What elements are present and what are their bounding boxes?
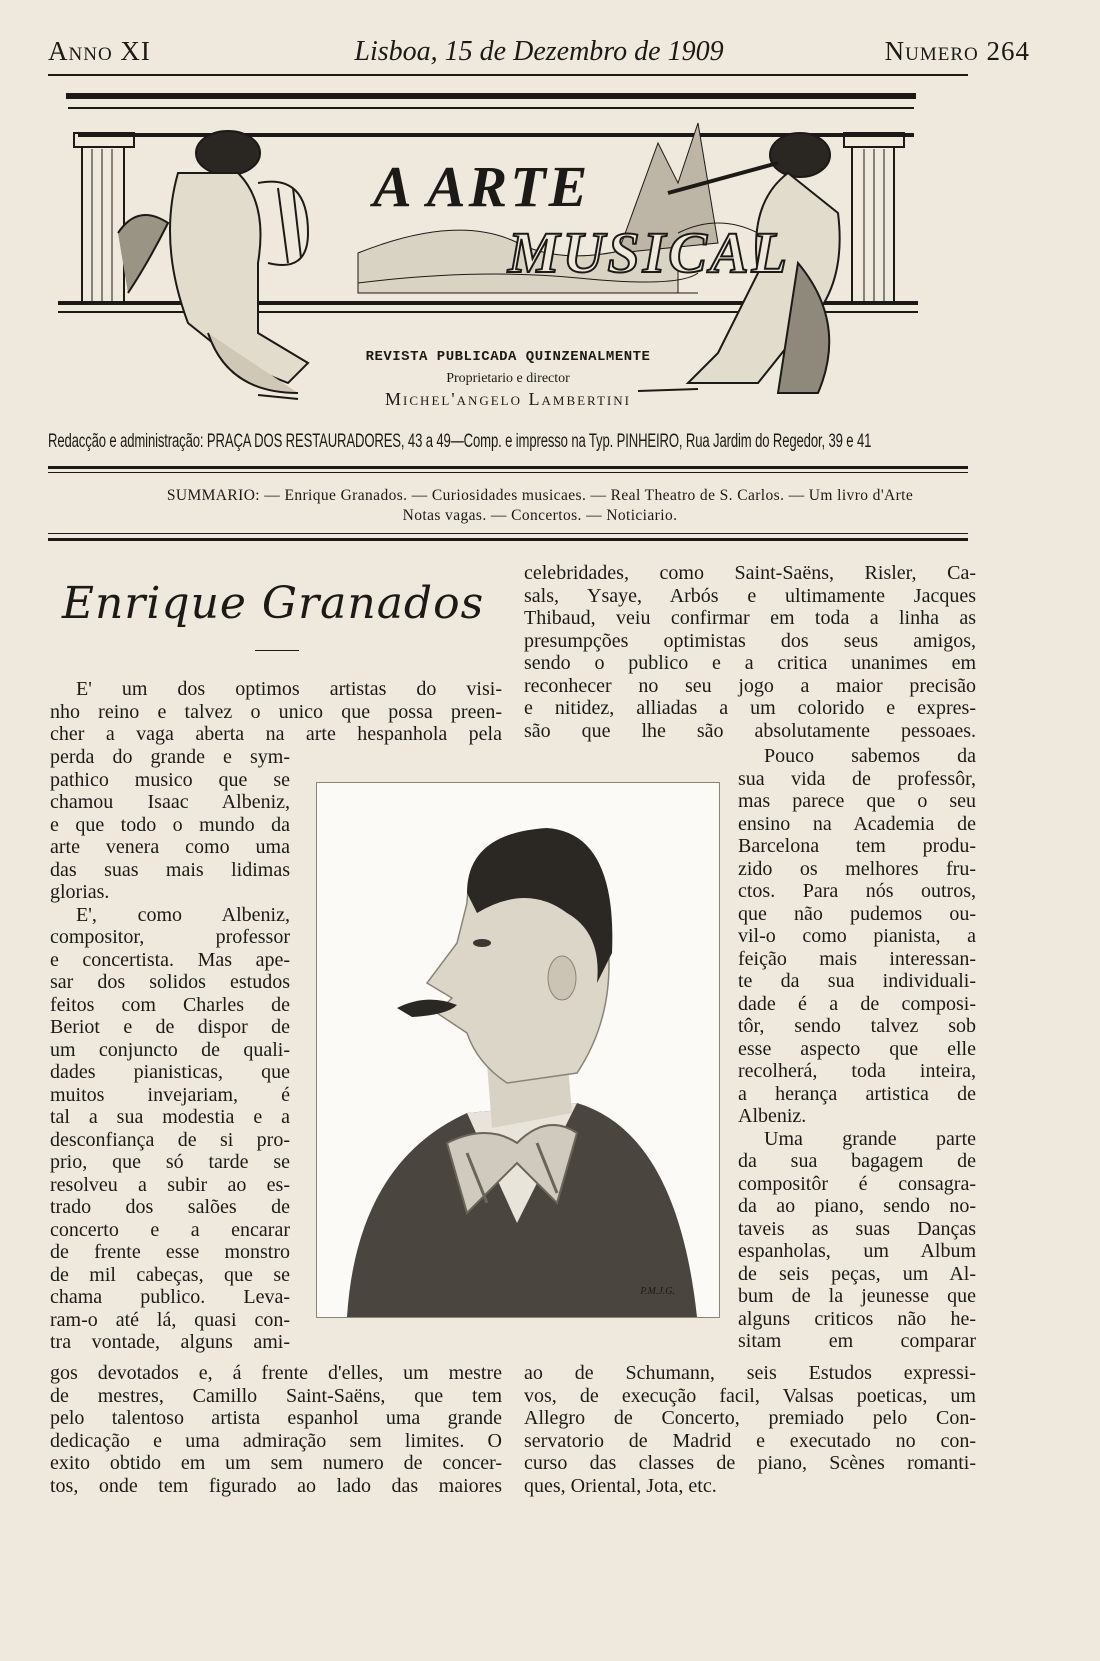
photographer-signature: P.M.J.G.	[640, 1286, 675, 1297]
text-line: Albeniz.	[738, 1105, 807, 1127]
summary-line-2: Notas vagas. — Concertos. — Noticiario.	[402, 507, 678, 524]
text-line: curso das classes de piano, Scènes romanti-	[524, 1452, 976, 1474]
text-line: nho reino e talvez o unico que possa preen-	[50, 700, 502, 723]
text-line: E' um dos optimos artistas do visi-	[76, 678, 502, 700]
left-column-bottom	[50, 1362, 502, 1497]
text-line: Thibaud, veiu confirmar em toda a linha as	[524, 607, 976, 629]
text-line: tôr, sendo talvez sob	[738, 1015, 976, 1037]
summary-bottom-rule	[48, 533, 968, 534]
text-line: espanholas, um Album	[738, 1240, 976, 1262]
text-line: reconhecer no seu jogo a maior precisão	[524, 674, 976, 697]
text-line: taveis as suas Danças	[738, 1217, 976, 1240]
right-column-bottom	[524, 1362, 976, 1497]
lyre-player-figure-icon	[118, 131, 308, 393]
text-line: prio, que só tarde se	[50, 1151, 290, 1173]
masthead-proprietor-label: Proprietario e director	[446, 371, 570, 386]
text-line: alguns criticos não he-	[738, 1307, 976, 1330]
masthead-title-line2: MUSICAL	[508, 220, 791, 285]
text-line: Pouco sabemos da	[764, 745, 976, 767]
text-line: feição mais interessan-	[738, 947, 976, 970]
text-line: ram-o até lá, quasi con-	[50, 1308, 290, 1331]
issue-header	[48, 36, 1030, 70]
text-line: presumpções optimistas dos seus amigos,	[524, 629, 976, 652]
title-ornament-rule	[255, 650, 299, 651]
text-line: tal a sua modestia e a	[50, 1106, 290, 1128]
text-line: servatorio de Madrid e executado no con-	[524, 1429, 976, 1452]
text-line: glorias.	[50, 881, 110, 903]
text-line: e concertista. Mas ape-	[50, 948, 290, 971]
text-line: tos, onde tem figurado ao lado das maiores	[50, 1474, 502, 1497]
text-line: ctos. Para nós outros,	[738, 880, 976, 902]
summary-bottom-rule-thick	[48, 538, 968, 541]
text-line: trado dos salões de	[50, 1196, 290, 1218]
text-line: resolveu a subir ao es-	[50, 1173, 290, 1196]
text-line: vos, de execução facil, Valsas poeticas, um	[524, 1384, 976, 1407]
text-line: um conjuncto de quali-	[50, 1038, 290, 1061]
text-line: chamou Isaac Albeniz,	[50, 791, 290, 813]
header-rule	[48, 74, 968, 76]
right-column-icon	[844, 133, 904, 303]
text-line: esse aspecto que elle	[738, 1037, 976, 1060]
text-line: feitos com Charles de	[50, 993, 290, 1016]
text-line: tra vontade, alguns ami-	[50, 1331, 290, 1353]
text-line: gos devotados e, á frente d'elles, um mestre	[50, 1362, 502, 1384]
text-line: Uma grande parte	[764, 1127, 976, 1150]
text-line: de frente esse monstro	[50, 1241, 290, 1263]
text-line: perda do grande e sym-	[50, 746, 290, 768]
masthead	[58, 93, 964, 415]
text-line: ao de Schumann, seis Estudos expressi-	[524, 1362, 976, 1384]
text-line: das suas mais lidimas	[50, 858, 290, 881]
masthead-director: Michel'angelo Lambertini	[385, 389, 631, 409]
text-line: sals, Ysaye, Arbós e ultimamente Jacques	[524, 584, 976, 607]
text-line: sitam em comparar	[738, 1330, 976, 1352]
text-line: dade é a de composi-	[738, 992, 976, 1015]
issue-year: Anno XI	[48, 36, 151, 66]
text-line: Allegro de Concerto, premiado pelo Con-	[524, 1407, 976, 1429]
text-line: sar dos solidos estudos	[50, 971, 290, 993]
text-line: celebridades, como Saint-Saëns, Risler, Ca-	[524, 562, 976, 584]
article-title: Enrique Granados	[61, 578, 485, 629]
text-line: da ao piano, sendo no-	[738, 1195, 976, 1217]
text-line: mas parece que o seu	[738, 790, 976, 812]
text-line: cher a vaga aberta na arte hespanhola pela	[50, 723, 502, 745]
text-line: arte venera como uma	[50, 836, 290, 858]
text-line: sendo o publico e a critica unanimes em	[524, 652, 976, 674]
masthead-title-line1: A ARTE	[373, 154, 591, 219]
text-line: te da sua individuali-	[738, 970, 976, 992]
text-line: E', como Albeniz,	[76, 903, 290, 926]
text-line: vil-o como pianista, a	[738, 925, 976, 947]
text-line: de mil cabeças, que se	[50, 1263, 290, 1286]
text-line: que não pudemos ou-	[738, 902, 976, 925]
portrait-photo	[316, 782, 720, 1318]
text-line: compositôr é consagra-	[738, 1172, 976, 1195]
administration-line: Redacção e administração: PRAÇA DOS RESTAURADORES, 43 a 49—Comp. e impresso na Typ. PINHEIRO, Rua Jardim do Regedor, 39 e 41	[48, 431, 872, 452]
summary-top-rule-thin	[48, 472, 968, 473]
text-line: recolherá, toda inteira,	[738, 1060, 976, 1082]
text-line: chama publico. Leva-	[50, 1286, 290, 1308]
text-line: ques, Oriental, Jota, etc.	[524, 1474, 717, 1497]
left-column-intro	[50, 678, 502, 746]
issue-number: Numero 264	[884, 36, 1030, 66]
text-line: Beriot e de dispor de	[50, 1016, 290, 1038]
text-line: da sua bagagem de	[738, 1150, 976, 1172]
text-line: a herança artistica de	[738, 1082, 976, 1105]
text-line: dades pianisticas, que	[50, 1061, 290, 1083]
text-line: de mestres, Camillo Saint-Saëns, que tem	[50, 1384, 502, 1407]
text-line: dedicação e uma admiração sem limites. O	[50, 1429, 502, 1452]
text-line: sua vida de professôr,	[738, 767, 976, 790]
left-column-narrow	[50, 746, 290, 1354]
text-line: zido os melhores fru-	[738, 857, 976, 880]
summary-line-1: SUMMARIO: — Enrique Granados. — Curiosidades musicaes. — Real Theatro de S. Carlos. — Um livro d'Arte	[166, 487, 914, 504]
man-portrait-icon	[317, 783, 719, 1317]
masthead-subtitle: REVISTA PUBLICADA QUINZENALMENTE	[365, 349, 651, 365]
text-line: de seis peças, um Al-	[738, 1262, 976, 1285]
text-line: desconfiança de si pro-	[50, 1128, 290, 1151]
text-line: e que todo o mundo da	[50, 813, 290, 836]
right-column-top	[524, 562, 976, 742]
issue-date: Lisboa, 15 de Dezembro de 1909	[354, 36, 724, 67]
text-line: pathico musico que se	[50, 768, 290, 791]
left-column-icon	[74, 133, 134, 303]
text-line: concerto e a encarar	[50, 1218, 290, 1241]
text-line: são que lhe são absolutamente pessoaes.	[524, 719, 976, 742]
text-line: Barcelona tem produ-	[738, 835, 976, 857]
text-line: bum de la jeunesse que	[738, 1285, 976, 1307]
text-line: exito obtido em um sem numero de concer-	[50, 1452, 502, 1474]
text-line: compositor, professor	[50, 926, 290, 948]
text-line: e nitidez, alliadas a um colorido e expres-	[524, 697, 976, 719]
summary-top-rule	[48, 466, 968, 469]
summary	[70, 486, 1010, 526]
right-column-narrow	[738, 745, 976, 1353]
text-line: muitos invejariam, é	[50, 1083, 290, 1106]
text-line: ensino na Academia de	[738, 812, 976, 835]
text-line: pelo talentoso artista espanhol uma grande	[50, 1407, 502, 1429]
